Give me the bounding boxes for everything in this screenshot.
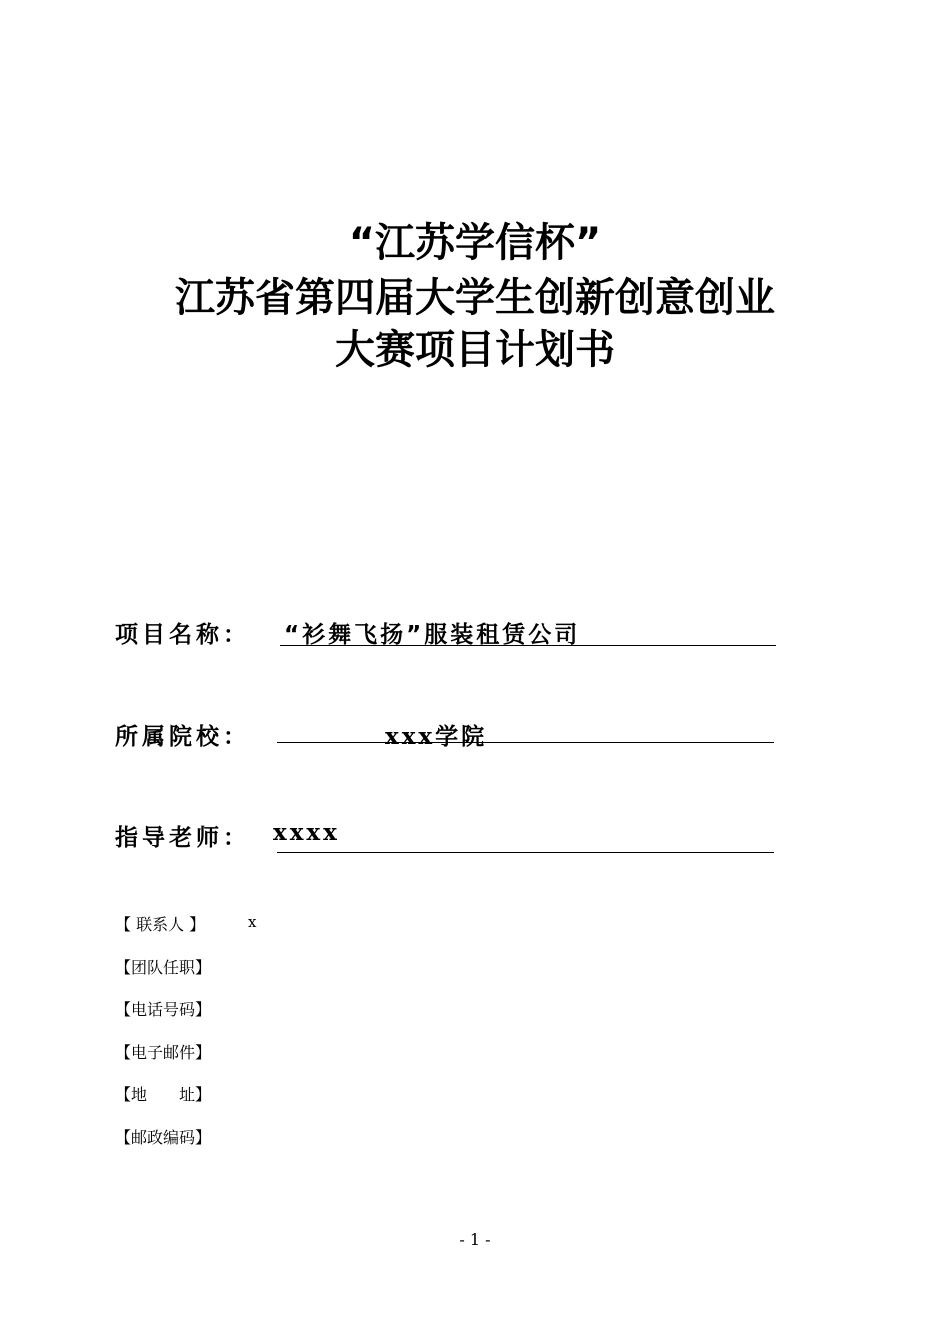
title-line-3: 大赛项目计划书 xyxy=(335,327,615,373)
project-name-label: 项目名称： xyxy=(115,622,250,648)
school-label: 所属院校： xyxy=(115,724,250,750)
project-name-value: “衫舞飞扬”服装租赁公司 xyxy=(284,622,581,648)
school-underline xyxy=(277,742,774,743)
title-line-1: “江苏学信杯” xyxy=(348,220,602,266)
contact-person-label: 【 联系人 】 xyxy=(115,915,206,934)
team-role-label: 【团队任职】 xyxy=(115,958,212,977)
phone-label: 【电话号码】 xyxy=(115,1000,212,1019)
contact-person-value: x xyxy=(248,913,257,931)
email-label: 【电子邮件】 xyxy=(115,1043,212,1062)
page-number: - 1 - xyxy=(459,1230,491,1249)
advisor-value: xxxx xyxy=(273,819,340,846)
project-name-underline xyxy=(280,645,776,646)
school-value: xxx学院 xyxy=(385,723,488,750)
advisor-underline xyxy=(277,852,774,853)
title-line-2: 江苏省第四届大学生创新创意创业 xyxy=(175,275,775,321)
advisor-label: 指导老师： xyxy=(115,825,250,851)
postal-code-label: 【邮政编码】 xyxy=(115,1128,212,1147)
address-label: 【地 址】 xyxy=(115,1085,212,1104)
